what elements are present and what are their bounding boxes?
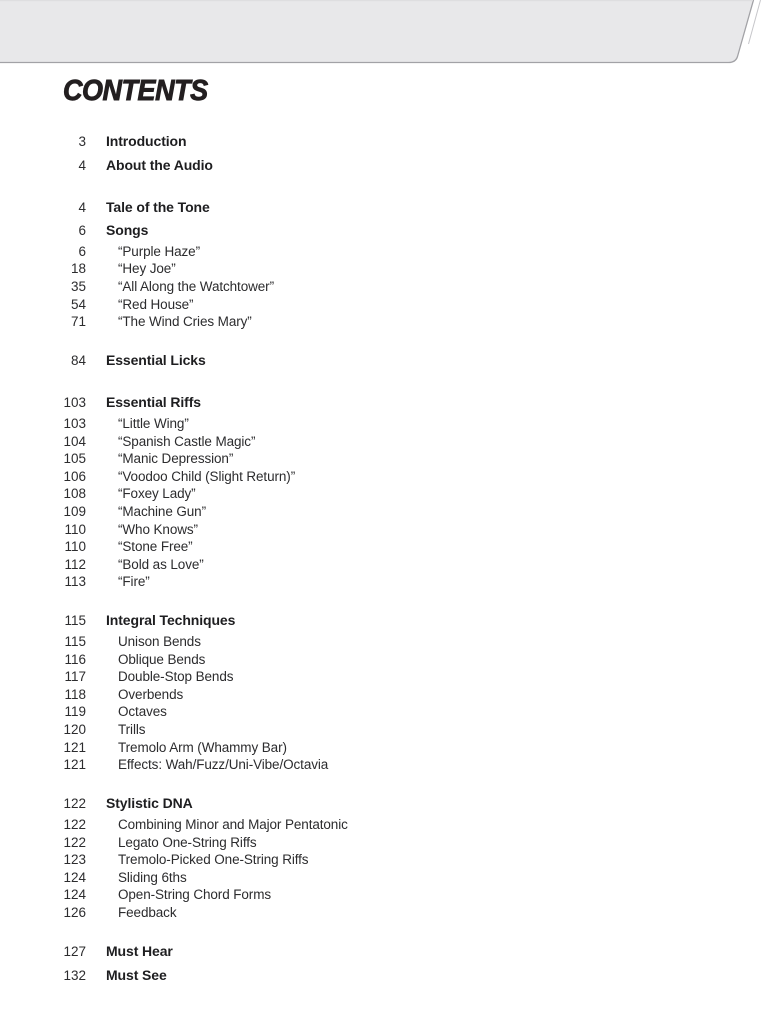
toc-entry-label: “Manic Depression” [118,451,234,467]
toc-row [38,816,678,834]
toc-page-number: 4 [78,157,86,173]
toc-entry-label: Feedback [118,904,177,920]
toc-page-number: 122 [63,816,86,832]
toc-row [38,278,678,296]
toc-row [38,721,678,739]
toc-row [38,556,678,574]
toc-row [38,703,678,721]
toc-entry-label: “Machine Gun” [118,504,206,519]
toc-entry-label: Integral Techniques [106,612,236,629]
toc-entry-label: Sliding 6ths [118,869,187,885]
toc-row [38,573,678,591]
toc-page-number: 108 [63,486,86,502]
toc-row [38,609,678,633]
toc-page-number: 124 [63,869,86,885]
toc-entry-label: “The Wind Cries Mary” [118,314,252,330]
toc-page-number: 104 [63,433,86,449]
toc-row [38,686,678,704]
toc-row [38,964,678,988]
toc-entry-label: “Voodoo Child (Slight Return)” [118,468,296,484]
toc-page-number: 103 [63,395,86,411]
toc-page-number: 84 [70,353,86,369]
toc-page-number: 117 [64,669,86,685]
toc-row [38,219,678,243]
toc-entry-label: Legato One-String Riffs [118,834,257,850]
toc-page-number: 109 [63,504,86,519]
toc-entry-label: “Purple Haze” [118,243,200,259]
toc-entry-label: Must Hear [106,942,173,959]
toc-entry-label: “Stone Free” [118,539,193,555]
toc-entry-label: “Bold as Love” [118,556,204,572]
toc-page-number: 115 [64,613,86,629]
toc-entry-label: Tremolo-Picked One-String Riffs [118,852,309,868]
toc-row [38,391,678,415]
header-tab-band [0,0,768,70]
toc-entry-label: Combining Minor and Major Pentatonic [118,816,348,832]
toc-entry-label: Introduction [106,133,187,149]
toc-page-number: 122 [63,834,86,850]
toc-page-number: 103 [63,416,86,432]
toc-row [38,196,678,220]
toc-row [38,668,678,686]
toc-row [38,739,678,757]
toc-page-number: 113 [64,574,86,590]
toc-entry-label: “Red House” [118,296,194,312]
toc-entry-label: Stylistic DNA [106,795,193,812]
toc-page-number: 106 [63,468,86,484]
toc-page-number: 110 [64,539,86,555]
toc-entry-label: Overbends [118,686,184,702]
toc-row [38,940,678,964]
toc-entry-label: “Little Wing” [118,416,189,432]
toc-row [38,851,678,869]
toc-page-number: 124 [63,887,86,903]
toc-row [38,260,678,278]
toc-entry-label: “Hey Joe” [118,261,176,277]
toc-row [38,503,678,521]
toc-page-number: 118 [64,686,86,702]
toc-entry-label: “Foxey Lady” [118,486,196,502]
toc-row [38,468,678,486]
toc-page-number: 116 [64,651,86,667]
toc-page-number: 18 [70,261,86,277]
toc-page-number: 35 [70,279,86,295]
toc-row [38,651,678,669]
toc-entry-label: Tale of the Tone [106,198,210,215]
toc-row [38,538,678,556]
toc-entry-label: Essential Riffs [106,394,201,411]
toc-row [38,296,678,314]
toc-row [38,130,678,154]
toc-entry-label: Open-String Chord Forms [118,887,272,903]
toc-entry-label: Octaves [118,704,167,720]
toc-row [38,433,678,451]
toc-page-number: 121 [63,739,86,755]
toc-page-number: 71 [70,314,86,330]
toc-row [38,521,678,539]
toc-row [38,834,678,852]
toc-page-number: 3 [78,134,86,149]
header-tab-fill [0,0,754,63]
toc-page-number: 54 [70,296,86,312]
toc-row [38,243,678,261]
toc-entry-label: “Spanish Castle Magic” [118,433,256,449]
toc-page-number: 120 [63,722,86,738]
toc-page-number: 6 [78,243,86,259]
toc-page-number: 105 [63,451,86,467]
toc-entry-label: “Fire” [118,574,150,590]
toc-row [38,886,678,904]
toc-row [38,792,678,816]
toc-row [38,869,678,887]
toc-entry-label: About the Audio [106,156,213,173]
toc-page-number: 119 [64,704,86,720]
toc-entry-label: Double-Stop Bends [118,669,234,685]
toc-entry-label: Effects: Wah/Fuzz/Uni-Vibe/Octavia [118,757,329,773]
toc-page-number: 6 [78,223,86,239]
toc-entry-label: Trills [118,722,146,738]
toc-page-number: 122 [63,796,86,812]
toc-row [38,313,678,331]
toc-page-number: 121 [63,757,86,773]
toc-page-number: 4 [78,199,86,215]
toc-row [38,904,678,922]
toc-entry-label: Songs [106,222,149,239]
toc-entry-label: Tremolo Arm (Whammy Bar) [118,739,287,755]
toc-page-number: 112 [64,556,86,572]
toc-page-number: 110 [64,521,86,537]
toc-row [38,415,678,433]
toc-list [38,130,678,987]
toc-row [38,450,678,468]
toc-page-number: 127 [63,943,86,959]
toc-entry-label: “Who Knows” [118,521,198,537]
toc-row [38,154,678,178]
toc-entry-label: Unison Bends [118,634,201,650]
toc-row [38,349,678,373]
toc-entry-label: Essential Licks [106,352,206,369]
toc-entry-label: Oblique Bends [118,651,206,667]
toc-page-number: 126 [63,904,86,920]
toc-row [38,756,678,774]
toc-row [38,633,678,651]
toc-row [38,485,678,503]
toc-page-number: 132 [63,967,86,983]
toc-page-number: 123 [63,852,86,868]
toc-entry-label: Must See [106,966,167,983]
page-title: CONTENTS [63,75,208,107]
toc-entry-label: “All Along the Watchtower” [118,279,274,295]
toc-page-number: 115 [64,634,86,650]
